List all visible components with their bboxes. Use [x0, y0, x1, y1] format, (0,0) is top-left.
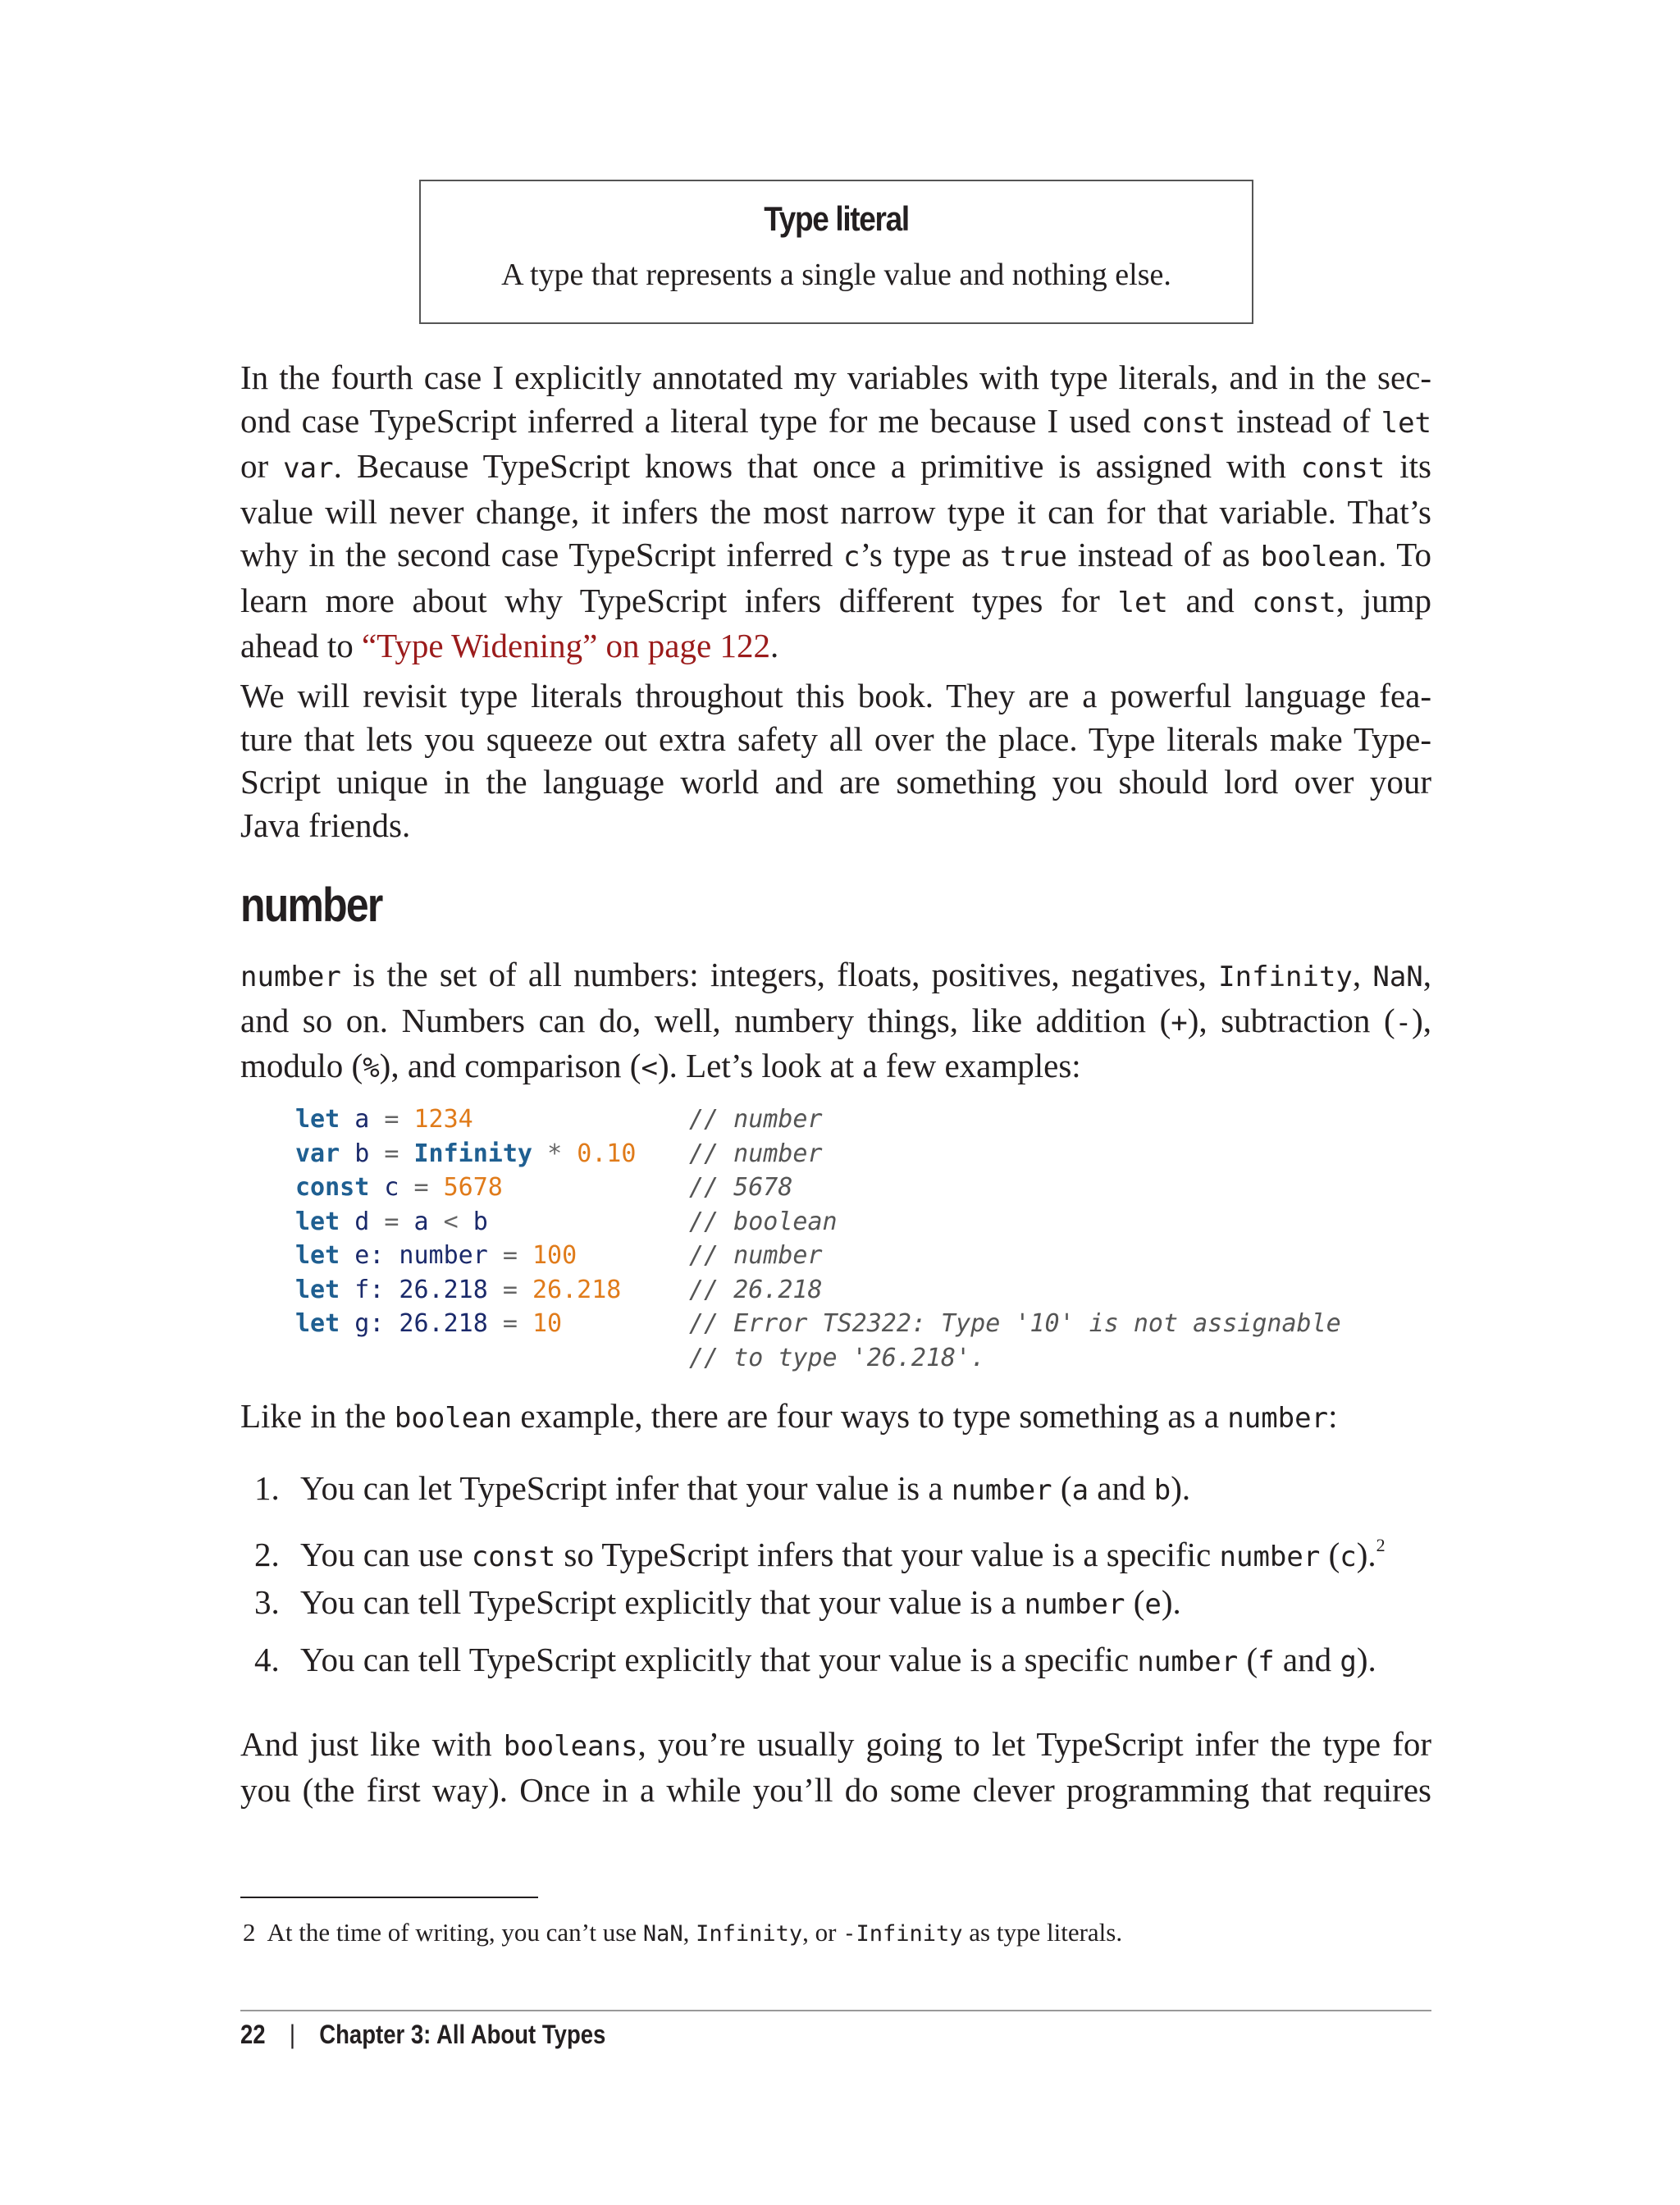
code-token: = [502, 1275, 518, 1304]
code-token: Infinity [413, 1139, 532, 1168]
code-token: g: 26.218 [340, 1309, 503, 1338]
text-line: ond case TypeScript inferred a literal type for me because I used const instead of let [240, 401, 1432, 440]
chapter-title: Chapter 3: All About Types [319, 2020, 606, 2049]
text-line: you (the first way). Once in a while you’ll do some clever programming that requires [240, 1770, 1431, 1809]
code-token: = [384, 1139, 399, 1168]
code-token [518, 1241, 532, 1270]
footer-separator: | [289, 2020, 295, 2049]
text-line: and so on. Numbers can do, well, numbery things, like addition (+), subtraction (-), [240, 1001, 1432, 1039]
text-line: or var. Because TypeScript knows that once a primitive is assigned with const its [240, 447, 1431, 485]
footnote-ref-link[interactable]: 2 [1376, 1534, 1386, 1555]
paragraph-four-ways [240, 1395, 1431, 1440]
text-line: In the fourth case I explicitly annotated my variables with type literals, and in the sec- [240, 358, 1431, 396]
text-line: Script unique in the language world and are something you should lord over your [240, 763, 1431, 801]
list-item: 1. You can let TypeScript infer that your value is a number (a and b). [254, 1469, 1191, 1507]
code-comment: // number [689, 1139, 823, 1168]
text-line: why in the second case TypeScript inferred c’s type as true instead of as boolean. To [240, 536, 1431, 573]
text-line: And just like with booleans, you’re usually going to let TypeScript infer the type for [240, 1725, 1432, 1763]
code-line [295, 1102, 1341, 1137]
code-token [429, 1173, 444, 1202]
code-token [518, 1276, 532, 1304]
text-line: Like in the boolean example, there are four ways to type something as a number: [240, 1397, 1338, 1435]
code-token: 100 [532, 1241, 578, 1270]
code-token [518, 1309, 532, 1338]
code-line [295, 1171, 1341, 1205]
code-comment: // to type '26.218'. [689, 1343, 986, 1372]
footnote-divider [240, 1897, 538, 1898]
code-line [295, 1273, 1341, 1308]
code-token: = [413, 1173, 429, 1202]
code-comment: // 26.218 [689, 1275, 823, 1304]
code-comment: // number [689, 1105, 823, 1134]
code-token: 0.10 [577, 1139, 637, 1168]
code-token [399, 1105, 413, 1134]
code-line [295, 1205, 1341, 1239]
text-line: value will never change, it infers the most narrow type it can for that variable. That’s [240, 492, 1431, 531]
code-line [295, 1307, 1341, 1341]
code-token: 1234 [413, 1105, 473, 1134]
code-token: let [295, 1309, 340, 1338]
section-heading: number [240, 879, 382, 932]
code-token: a [399, 1207, 444, 1236]
text-line: learn more about why TypeScript infers different types for let and const, jump [240, 581, 1431, 619]
code-token: = [384, 1105, 399, 1134]
code-token: c [369, 1173, 414, 1202]
code-token: = [384, 1207, 399, 1236]
code-token: const [295, 1173, 370, 1202]
code-token [562, 1139, 577, 1168]
page-number: 22 [240, 2020, 266, 2049]
code-token: let [295, 1207, 340, 1236]
glossary-box [419, 180, 1253, 324]
code-token: let [295, 1105, 340, 1134]
code-token: let [295, 1241, 340, 1270]
code-line [295, 1137, 1341, 1171]
code-comment: // 5678 [689, 1173, 793, 1202]
code-token: * [547, 1139, 563, 1168]
code-token: = [502, 1309, 518, 1338]
list-item: 2. You can use const so TypeScript infers that your value is a specific number (c).$^2$ [254, 1534, 1386, 1573]
text-line: number is the set of all numbers: integers, floats, positives, negatives, Infinity, NaN, [240, 956, 1432, 993]
code-comment: // Error TS2322: Type '10' is not assignable [689, 1309, 1341, 1338]
code-example [295, 1102, 1341, 1375]
paragraph-usually-infer [240, 1723, 1431, 1811]
code-token: b [458, 1207, 488, 1236]
footer-divider [240, 2010, 1431, 2011]
code-token: 5678 [443, 1173, 503, 1202]
code-comment: // boolean [689, 1207, 838, 1236]
paragraph-revisit [240, 674, 1431, 847]
code-token: let [295, 1275, 340, 1304]
code-token: f: 26.218 [340, 1275, 503, 1304]
code-comment: // number [689, 1241, 823, 1270]
code-line [295, 1341, 1341, 1376]
paragraph-type-literals [240, 356, 1431, 668]
text-line: We will revisit type literals throughout this book. They are a powerful language fea- [240, 677, 1431, 714]
text-line: ture that lets you squeeze out extra safety all over the place. Type literals make Type- [240, 719, 1431, 758]
code-token: var [295, 1139, 340, 1168]
code-token: d [340, 1207, 385, 1236]
code-token: < [443, 1207, 459, 1236]
ways-list [254, 1467, 1386, 1695]
text-line: ahead to “Type Widening” on page 122. [240, 627, 779, 664]
list-item: 3. You can tell TypeScript explicitly that your value is a number (e). [254, 1583, 1181, 1621]
code-line [295, 1239, 1341, 1273]
code-token: 10 [532, 1309, 563, 1338]
glossary-term: Type literal [764, 199, 909, 238]
code-token: = [502, 1241, 518, 1270]
text-line: modulo (%), and comparison (<). Let’s look at a few examples: [240, 1047, 1081, 1084]
code-token: a [340, 1105, 385, 1134]
paragraph-number-intro [240, 953, 1431, 1090]
code-token [532, 1139, 547, 1168]
code-token: 26.218 [532, 1275, 622, 1304]
glossary-definition: A type that represents a single value and nothing else. [501, 258, 1171, 292]
code-token [399, 1139, 413, 1168]
text-line: Java friends. [240, 806, 411, 844]
footnote-number: 2 [243, 1918, 256, 1947]
code-token: e: number [340, 1241, 503, 1270]
page-footer [240, 2020, 605, 2050]
code-token: b [340, 1139, 385, 1168]
list-item: 4. You can tell TypeScript explicitly that your value is a specific number (f and g). [254, 1640, 1376, 1678]
cross-reference-link[interactable]: “Type Widening” on page 122 [361, 627, 770, 664]
footnote: 2 At the time of writing, you can’t use NaN, Infinity, or -Infinity as type literals. [243, 1918, 1123, 1947]
